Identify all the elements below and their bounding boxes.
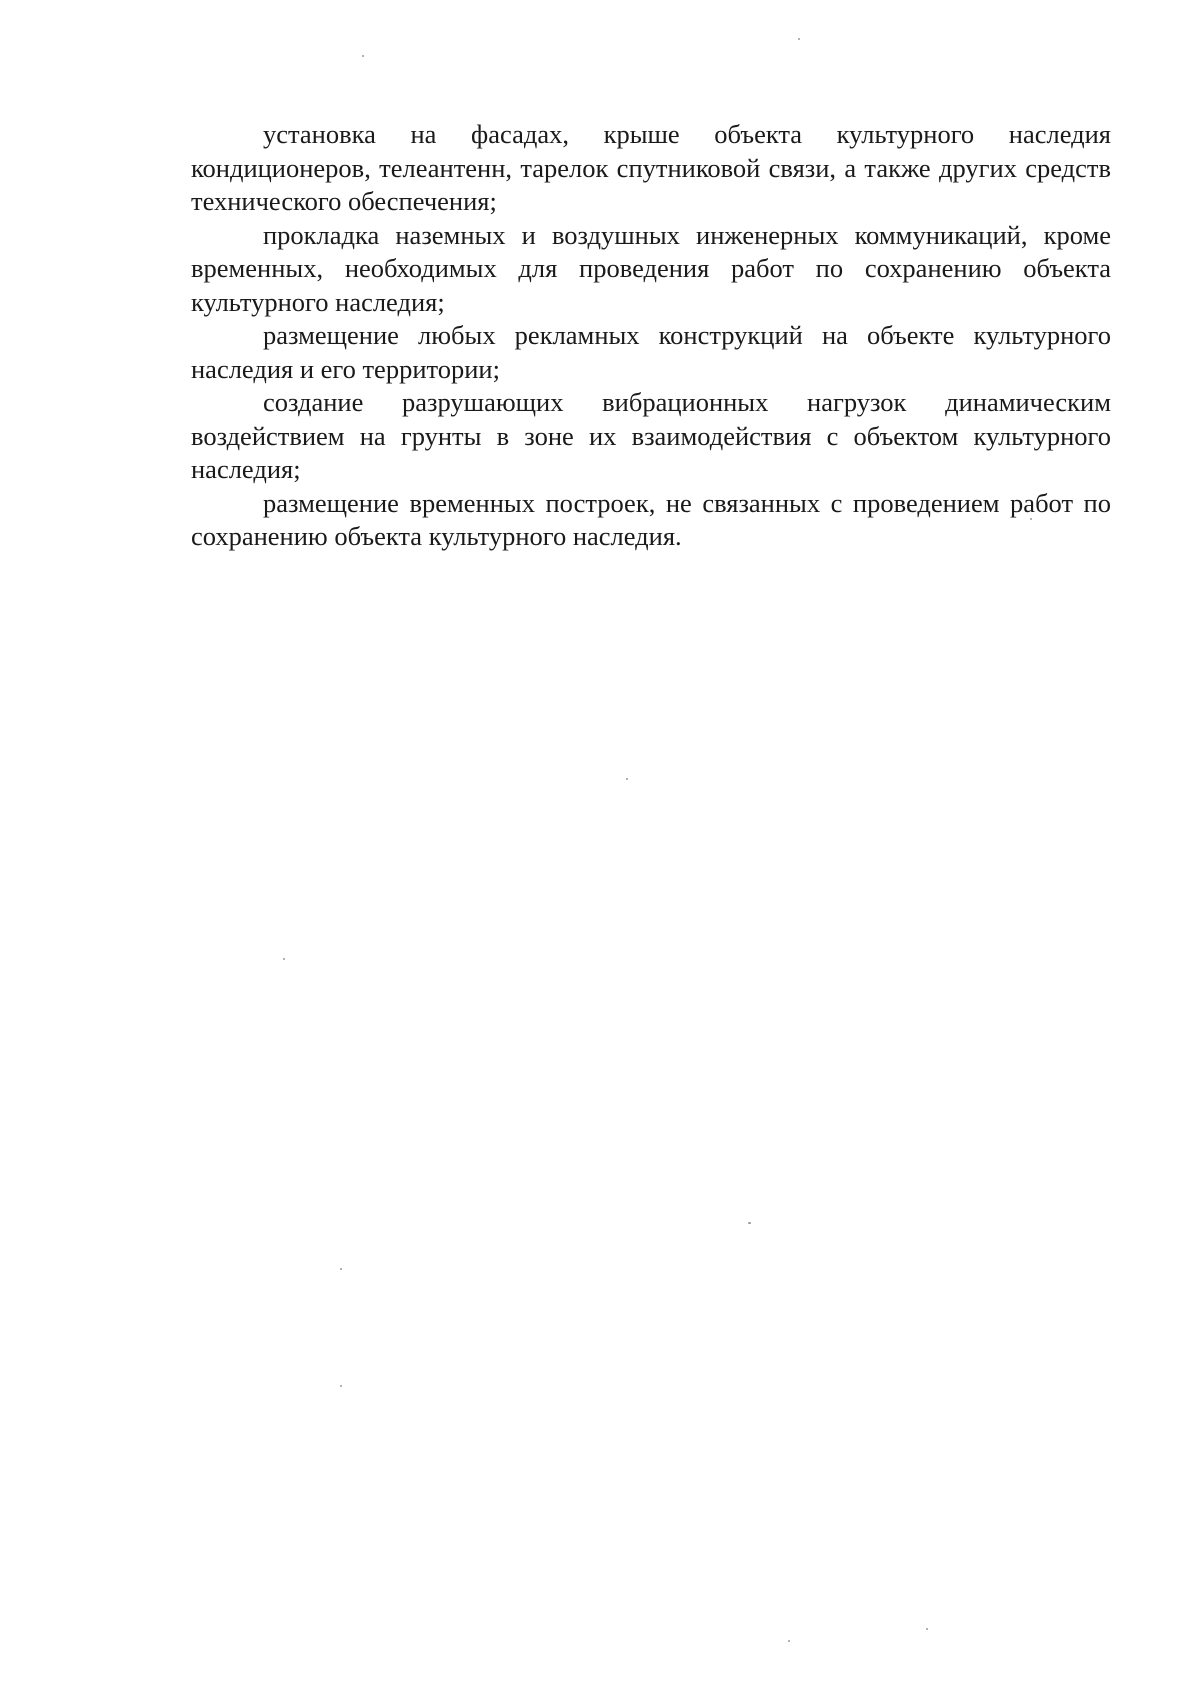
scan-speck [788, 1640, 790, 1642]
scan-speck [798, 38, 800, 40]
document-body [191, 118, 1111, 554]
scan-speck [362, 55, 364, 57]
paragraph-item: размещение любых рекламных конструкций на объекте культурного наследия и его территории; [191, 320, 1111, 384]
paragraph-item: прокладка наземных и воздушных инженерных коммуникаций, кроме временных, необходимых для проведения работ по сохранению объекта культурного наследия; [191, 219, 1111, 317]
scan-speck [283, 958, 285, 960]
scan-speck [1030, 518, 1032, 520]
scan-speck [926, 1628, 928, 1630]
scan-speck [340, 1385, 342, 1387]
scan-speck [340, 1268, 342, 1270]
scan-speck [748, 1222, 751, 1224]
paragraph-item: размещение временных построек, не связанных с проведением работ по сохранению объекта культурного наследия. [191, 487, 1111, 551]
paragraph-item: создание разрушающих вибрационных нагрузок динамическим воздействием на грунты в зоне их взаимодействия с объектом культурного наследия; [191, 387, 1111, 484]
scan-speck [626, 778, 628, 780]
paragraph-item: установка на фасадах, крыше объекта культурного наследия кондиционеров, телеантенн, тарелок спутниковой связи, а также других средств технического обеспечения; [191, 119, 1111, 216]
